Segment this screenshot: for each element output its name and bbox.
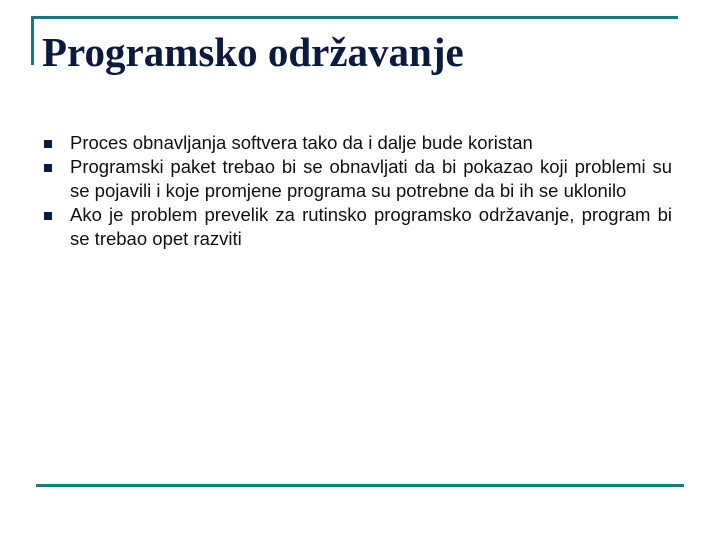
bullet-item [44, 203, 672, 251]
title-frame-left-line [31, 16, 34, 65]
bullet-item [44, 131, 672, 155]
bullet-text: Programski paket trebao bi se obnavljati da bi pokazao koji problemi su se pojavili i koje promjene programa su potrebne da bi ih se uklonilo [70, 156, 672, 201]
square-bullet-icon [44, 212, 52, 220]
square-bullet-icon [44, 164, 52, 172]
bullet-item [44, 155, 672, 203]
bullet-text: Ako je problem prevelik za rutinsko programsko održavanje, program bi se trebao opet razviti [70, 204, 672, 249]
title-frame-top-line [31, 16, 678, 19]
bullet-list [44, 131, 672, 251]
bullet-text: Proces obnavljanja softvera tako da i dalje bude koristan [70, 132, 533, 153]
slide-title: Programsko održavanje [42, 29, 464, 75]
bottom-divider-line [36, 484, 684, 487]
square-bullet-icon [44, 140, 52, 148]
